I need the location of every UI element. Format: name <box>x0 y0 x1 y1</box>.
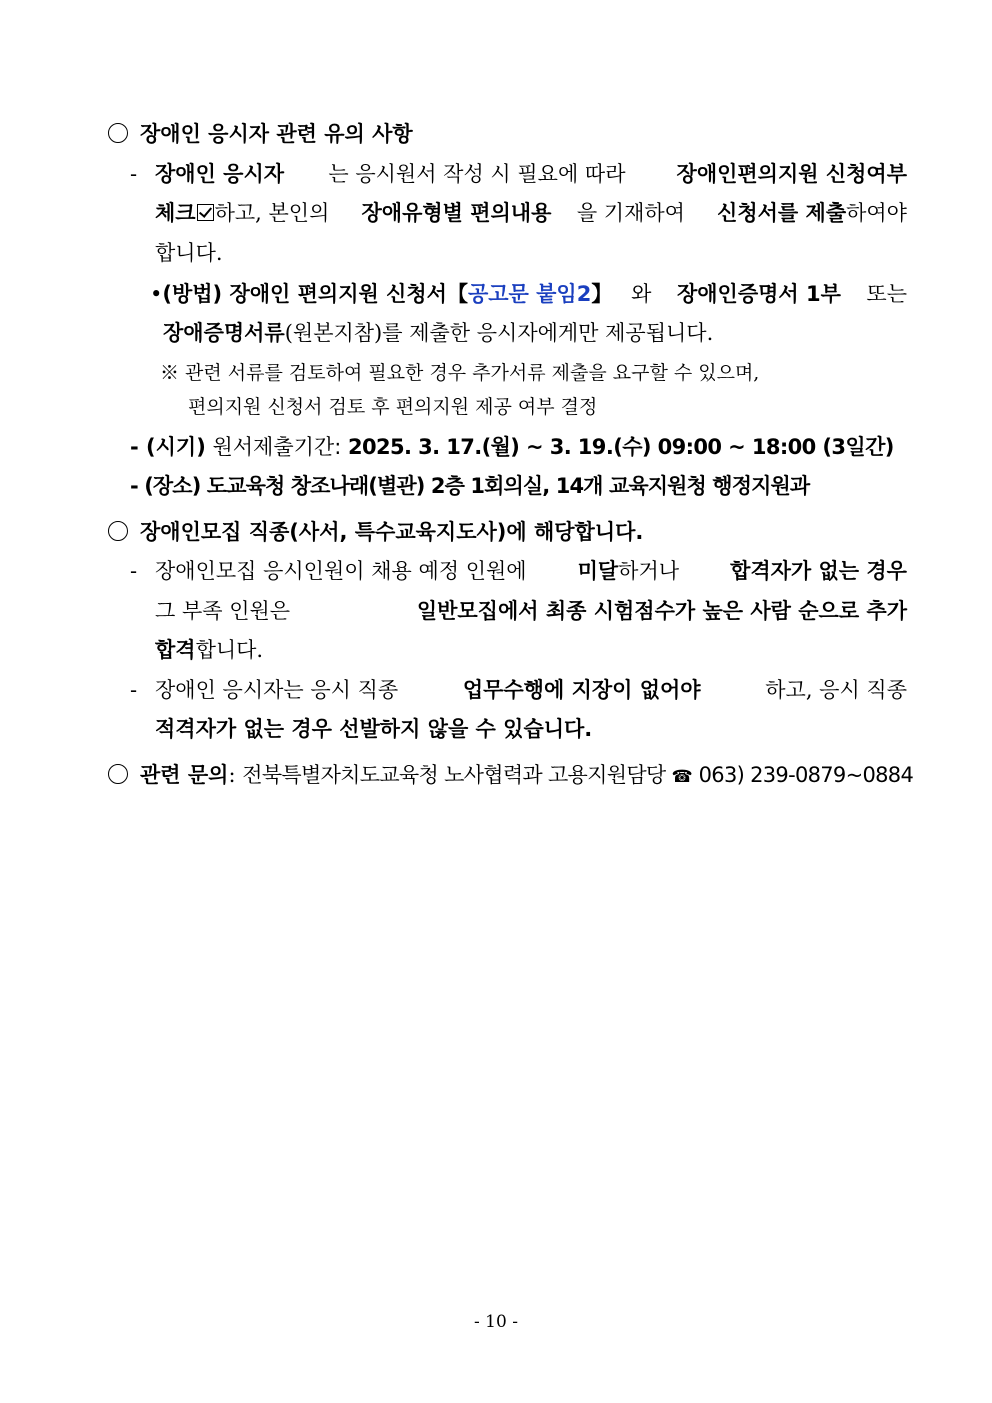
sec1-p2-line1: •(방법) 장애인 편의지원 신청서【공고문 붙임2】 와 장애인증명서 1부 또는 <box>150 282 907 306</box>
contact-label: 관련 문의 <box>140 763 229 787</box>
checkbox-checked-icon <box>197 204 214 221</box>
sec2-p2-line1: 장애인 응시자는 응시 직종 업무수행에 지장이 없어야 하고, 응시 직종 <box>155 678 907 702</box>
sec2-p2-line2: 적격자가 없는 경우 선발하지 않을 수 있습니다. <box>155 717 593 741</box>
circle-bullet-icon <box>108 521 128 541</box>
sec1-note-line1: ※ 관련 서류를 검토하여 필요한 경우 추가서류 제출을 요구할 수 있으며, <box>160 362 760 384</box>
section2-heading <box>108 519 643 545</box>
contact-phone: 063) 239-0879~0884 <box>692 763 914 787</box>
section2-heading-text: 장애인모집 직종(사서, 특수교육지도사)에 해당합니다. <box>140 520 644 544</box>
sec1-note-line2: 편의지원 신청서 검토 후 편의지원 제공 여부 결정 <box>188 396 598 418</box>
sec1-p2-line2: 장애증명서류(원본지참)를 제출한 응시자에게만 제공됩니다. <box>163 321 714 345</box>
phone-icon: ☎ <box>671 767 693 787</box>
section1-heading-text: 장애인 응시자 관련 유의 사항 <box>140 122 413 146</box>
contact-text: 전북특별자치도교육청 노사협력과 고용지원담당 <box>242 763 672 787</box>
sec2-p1-dash: - <box>130 559 138 583</box>
circle-bullet-icon <box>108 123 128 143</box>
sec2-p1-line1: 장애인모집 응시인원이 채용 예정 인원에 미달하거나 합격자가 없는 경우 <box>155 559 907 583</box>
sec1-p1-line1: 장애인 응시자 는 응시원서 작성 시 필요에 따라 장애인편의지원 신청여부 <box>155 162 907 186</box>
sec1-p1-dash: - <box>130 162 138 186</box>
attachment-reference: 공고문 붙임2 <box>467 282 592 306</box>
sec1-p1-line3: 합니다. <box>155 241 223 265</box>
sec2-p1-line2: 그 부족 인원은 일반모집에서 최종 시험점수가 높은 사람 순으로 추가 <box>155 599 907 623</box>
section1-heading <box>108 121 413 147</box>
sec1-p4-line: - (장소) 도교육청 창조나래(별관) 2층 1회의실, 14개 교육지원청 행정지원과 <box>130 474 810 498</box>
contact-line: 관련 문의: 전북특별자치도교육청 노사협력과 고용지원담당 ☎ 063) 239-0879~0884 <box>108 762 913 790</box>
circle-bullet-icon <box>108 764 128 784</box>
page-number: - 10 - <box>474 1312 518 1332</box>
sec2-p1-line3: 합격합니다. <box>155 638 264 662</box>
sec2-p2-dash: - <box>130 678 138 702</box>
sec1-p1-line2: 체크 하고, 본인의 장애유형별 편의내용 을 기재하여 신청서를 제출하여야 <box>155 201 907 225</box>
sec1-p3-line: - (시기) 원서제출기간: 2025. 3. 17.(월) ~ 3. 19.(수) 09:00 ~ 18:00 (3일간) <box>130 435 894 459</box>
